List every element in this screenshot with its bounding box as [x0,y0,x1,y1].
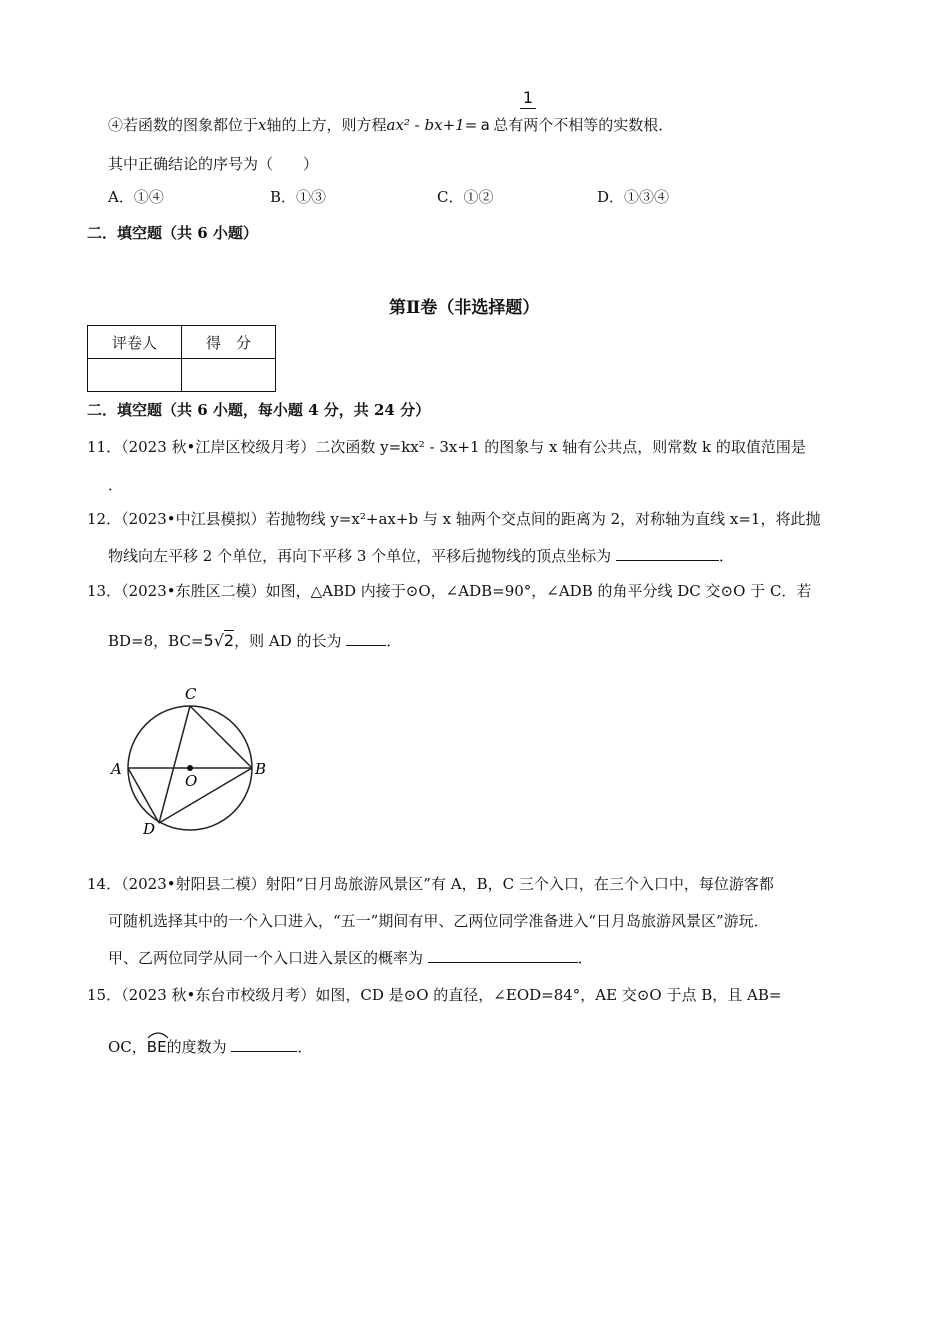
q11-line1 [87,436,806,457]
q13-text1: 如图，△ABD 内接于⊙O，∠ADB=90°，∠ADB 的角平分线 DC 交⊙O 于 C．若 [265,582,812,600]
q13-number: 13． [87,582,122,600]
q11-number: 11． [87,438,122,456]
sqrt-radicand: 2 [223,631,235,650]
q15-text1: 如图，CD 是⊙O 的直径，∠EOD=84°，AE 交⊙O 于点 B，且 AB= [315,986,782,1004]
q11-source: （2023 秋•江岸区校级月考） [121,438,316,456]
q10-prompt: 其中正确结论的序号为（ ） [108,155,319,173]
fraction-bar [520,108,536,109]
q11-text1: 二次函数 y=kx² - 3x+1 的图象与 x 轴有公共点，则常数 k 的取值范围是 [315,438,806,456]
q10-item4-suffix: 总有两个不相等的实数根． [493,116,674,134]
score-table [87,325,276,392]
score-table-header-grader: 评卷人 [88,326,182,359]
q12-line1 [87,508,820,529]
q12-text2: 物线向左平移 2 个单位，再向下平移 3 个单位，平移后抛物线的顶点坐标为 [108,547,612,565]
label-d: D [143,820,156,838]
sqrt-sign: √ [213,631,224,650]
q15-source: （2023 秋•东台市校级月考） [121,986,316,1004]
q13-line2 [108,630,401,651]
q15-text2b: 的度数为 [166,1038,227,1056]
q12-end: ． [718,547,734,565]
section-heading-short: 二．填空题（共 6 小题） [87,224,258,242]
q10-option-c: C．①② [437,188,494,206]
q12-number: 12． [87,510,122,528]
q15-number: 15． [87,986,122,1004]
q13-circle-figure [105,682,275,842]
segment-db [159,768,252,823]
q14-line2: 可随机选择其中的一个入口进入，“五一”期间有甲、乙两位同学准备进入“日月岛旅游风景区”游玩． [108,912,769,930]
arc-be-label: BE [146,1038,167,1056]
label-o: O [185,772,198,790]
q14-text3: 甲、乙两位同学从同一个入口进入景区的概率为 [108,949,424,967]
q14-source: （2023•射阳县二模） [121,875,266,893]
q15-answer-blank[interactable] [231,1037,297,1052]
q10-item4-mid: 轴的上方，则方程 [266,116,387,134]
label-b: B [255,760,267,778]
q13-text2b: ，则 AD 的长为 [234,632,342,650]
q10-option-b: B．①③ [270,188,327,206]
part-title: 第Ⅱ卷（非选择题） [389,298,540,318]
center-point-o [187,765,193,771]
fraction-one-over-a [520,88,536,109]
q10-option-d: D．①③④ [597,188,670,206]
segment-cb [190,706,252,768]
q14-text1: 射阳“日月岛旅游风景区”有 A，B，C 三个入口，在三个入口中，每位游客都 [265,875,774,893]
q10-item4 [108,114,673,135]
q15-line1 [87,984,781,1005]
label-c: C [185,685,197,703]
q15-end: ． [297,1038,313,1056]
q12-text1: 若抛物线 y=x²+ax+b 与 x 轴两个交点间的距离为 2，对称轴为直线 x=1，将此抛 [265,510,821,528]
label-a: A [111,760,122,778]
score-table-cell-grader [88,359,182,392]
q15-text2a: OC， [108,1038,147,1056]
q13-answer-blank[interactable] [346,631,386,646]
q14-answer-blank[interactable] [428,948,578,963]
q14-end: ． [577,949,593,967]
q10-item4-x: x [258,116,267,134]
score-table-cell-score [182,359,276,392]
arc-symbol-icon [147,1029,169,1039]
q10-option-a: A．①④ [108,188,164,206]
q10-item4-prefix: ④若函数的图象都位于 [108,116,259,134]
q13-source: （2023•东胜区二模） [121,582,266,600]
q14-line1 [87,873,774,894]
q11-line2: ． [108,476,124,494]
score-table-header-score: 得 分 [182,326,276,359]
sqrt-expression [204,630,235,650]
sqrt-coefficient: 5 [203,631,214,650]
fraction-denominator: a [480,116,490,134]
q13-line1 [87,580,811,601]
q13-text2a: BD=8，BC= [108,632,204,650]
segment-ad [128,768,159,823]
q14-line3 [108,947,593,968]
q14-number: 14． [87,875,122,893]
q12-line2 [108,545,734,566]
q12-answer-blank[interactable] [616,546,719,561]
arc-be [147,1038,167,1056]
q12-source: （2023•中江县模拟） [121,510,266,528]
section-heading-full: 二．填空题（共 6 小题，每小题 4 分，共 24 分） [87,401,431,419]
q10-item4-eq: ax² - bx+1= [386,116,478,134]
q15-line2 [108,1036,312,1057]
q13-end: ． [386,632,402,650]
fraction-numerator: 1 [522,88,534,107]
segment-cd [159,706,190,823]
